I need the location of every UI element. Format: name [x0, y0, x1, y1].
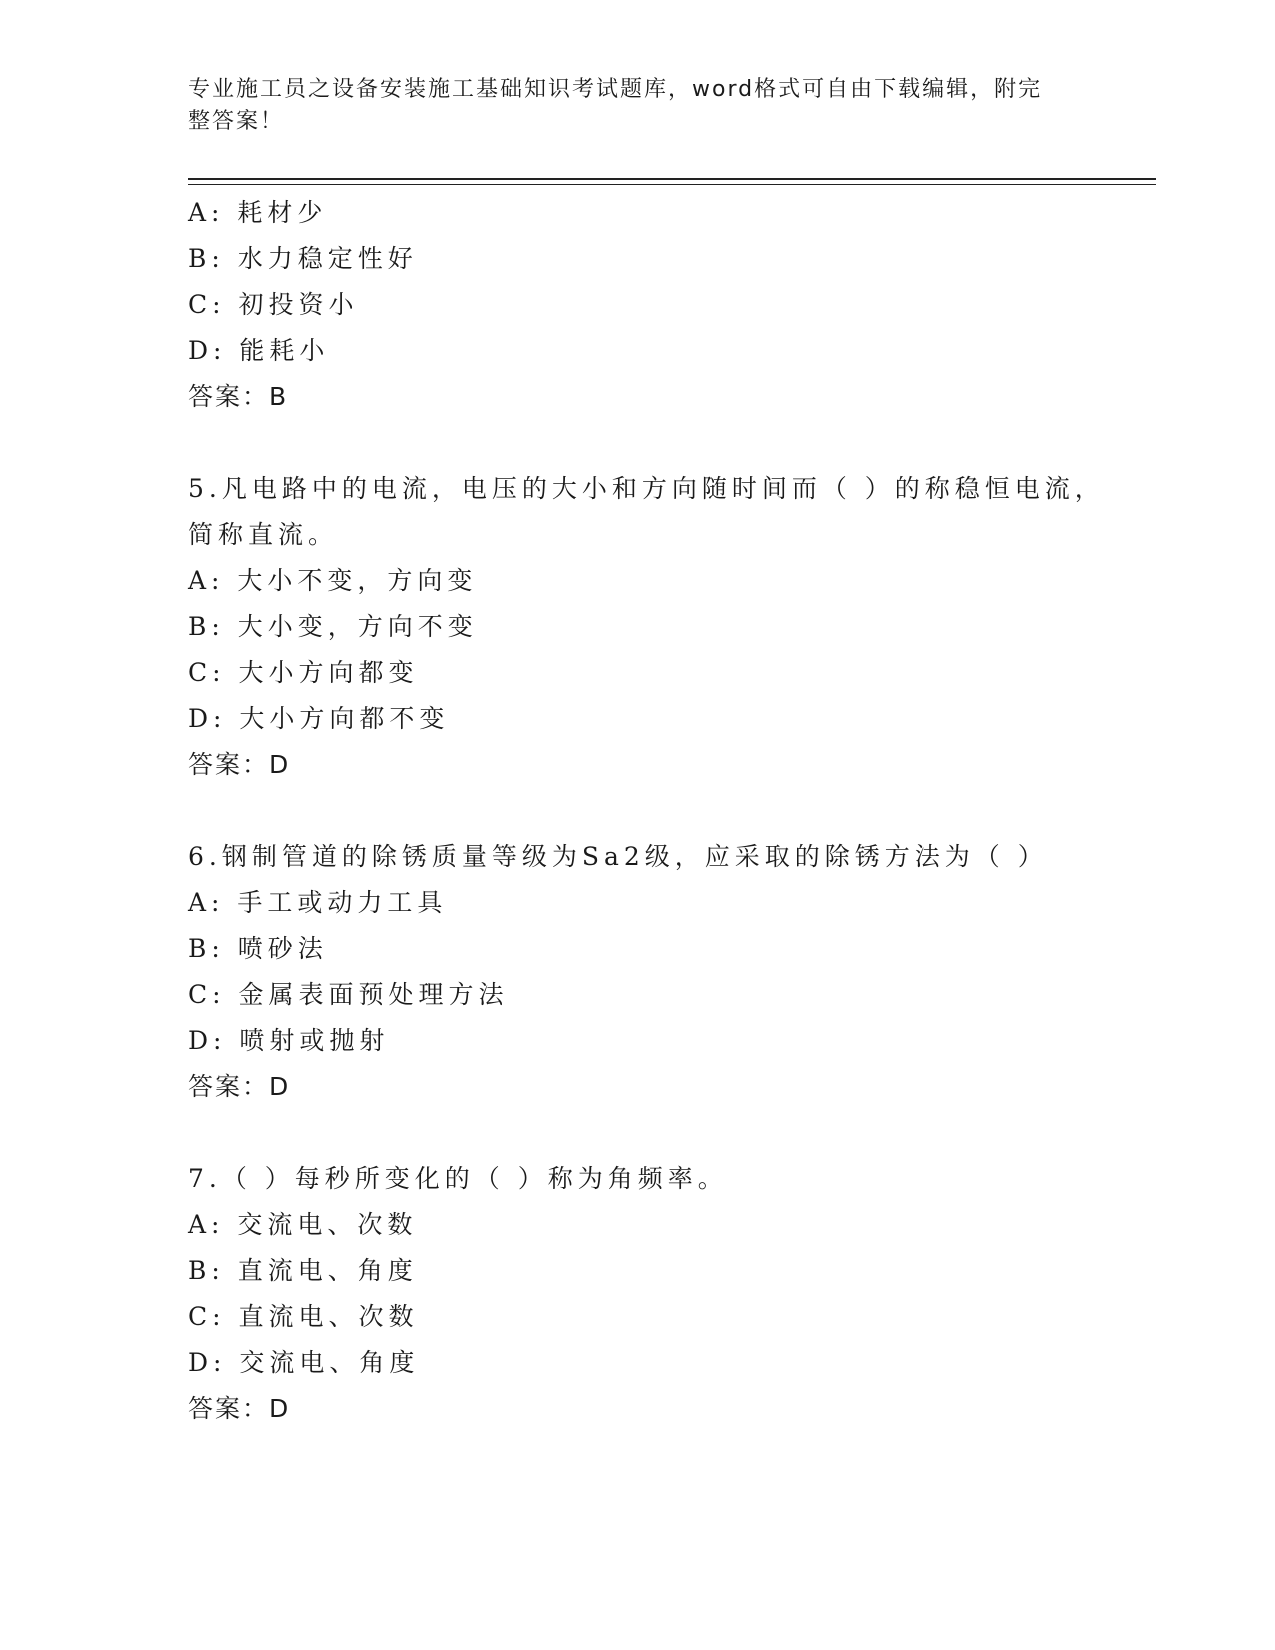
- answer: 答案：D: [188, 750, 291, 779]
- option-c: C: 金属表面预处理方法: [188, 980, 509, 1009]
- question-stem: 7.（ ）每秒所变化的（ ）称为角频率。: [188, 1164, 728, 1193]
- option-d: D: 交流电、角度: [188, 1348, 420, 1377]
- spacer: [188, 420, 1088, 466]
- option-a: A: 耗材少: [188, 198, 328, 227]
- question-stem: 6.钢制管道的除锈质量等级为Sa2级，应采取的除锈方法为（ ）: [188, 842, 1048, 871]
- spacer: [188, 1110, 1088, 1156]
- document-header: [188, 74, 1068, 138]
- option-c: C: 直流电、次数: [188, 1302, 419, 1331]
- option-b: B: 大小变，方向不变: [188, 612, 478, 641]
- header-divider-bottom: [188, 184, 1156, 185]
- option-d: D: 大小方向都不变: [188, 704, 450, 733]
- header-line-2: 整答案！: [188, 109, 285, 134]
- option-a: A: 交流电、次数: [188, 1210, 418, 1239]
- header-divider-top: [188, 178, 1156, 180]
- question-5: [188, 466, 1105, 788]
- answer: 答案：B: [188, 382, 289, 411]
- option-c: C: 初投资小: [188, 290, 359, 319]
- question-7: [188, 1156, 1088, 1432]
- option-b: B: 水力稳定性好: [188, 244, 418, 273]
- option-b: B: 喷砂法: [188, 934, 328, 963]
- option-c: C: 大小方向都变: [188, 658, 419, 687]
- option-a: A: 手工或动力工具: [188, 888, 448, 917]
- option-b: B: 直流电、角度: [188, 1256, 418, 1285]
- option-d: D: 能耗小: [188, 336, 330, 365]
- question-6: [188, 834, 1088, 1110]
- option-a: A: 大小不变，方向变: [188, 566, 478, 595]
- spacer: [188, 788, 1088, 834]
- question-4: [188, 190, 1088, 420]
- answer: 答案：D: [188, 1072, 291, 1101]
- question-stem-continued: 简称直流。: [188, 520, 339, 549]
- header-line-1: 专业施工员之设备安装施工基础知识考试题库，word格式可自由下载编辑，附完: [188, 77, 1043, 102]
- question-stem: 5.凡电路中的电流，电压的大小和方向随时间而（ ）的称稳恒电流，: [188, 474, 1105, 503]
- answer: 答案：D: [188, 1394, 291, 1423]
- option-d: D: 喷射或抛射: [188, 1026, 390, 1055]
- question-list: [188, 190, 1105, 1432]
